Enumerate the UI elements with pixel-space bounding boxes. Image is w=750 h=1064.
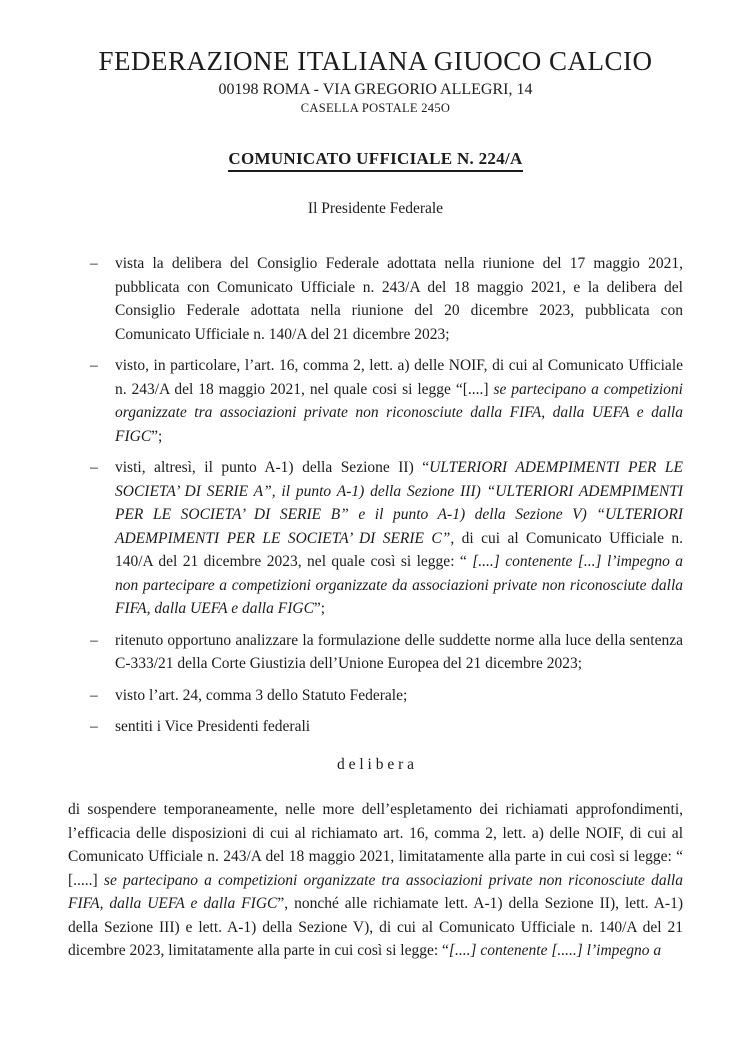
bullet-item	[68, 456, 683, 621]
bullet-dash-marker: –	[90, 718, 98, 735]
document-subtitle: Il Presidente Federale	[307, 200, 444, 217]
bullet-text	[115, 456, 683, 621]
bullet-item	[68, 684, 683, 708]
bullet-item	[68, 354, 683, 448]
bullet-item	[68, 629, 683, 676]
bullet-item	[68, 252, 683, 346]
bullet-dash-marker: –	[90, 631, 98, 649]
body-text: ritenuto opportuno analizzare la formulazione delle suddette norme alla luce della sentenza C-333/21 della Corte Giustizia dell’Unione Europea del 21 dicembre 2023;	[115, 631, 683, 672]
quoted-italic-text: se partecipano a competizioni organizzate tra associazioni private non riconosciute dalla FIFA, dalla UEFA e dalla FIGC	[68, 871, 683, 912]
body-text: ”;	[313, 600, 326, 617]
body-text: di sospendere temporaneamente, nelle more dell’espletamento dei richiamati approfondimenti, l’efficacia delle disposizioni di cui al richiamato art. 16, comma 2, lett. a) delle NOIF, di cui al Comunicato Ufficiale n. 243/A del 18 maggio 2021, limitatamente alla parte in cui così si legge: “ [.....]	[68, 801, 683, 889]
body-text: visto l’art. 24, comma 3 dello Statuto Federale;	[115, 686, 408, 704]
bullet-text	[115, 354, 683, 448]
bullet-item	[68, 715, 683, 739]
organization-name: FEDERAZIONE ITALIANA GIUOCO CALCIO	[98, 46, 653, 76]
bullet-list	[68, 252, 683, 739]
letterhead	[68, 46, 683, 116]
bullet-text	[115, 252, 683, 346]
document-title: COMUNICATO UFFICIALE N. 224/A	[228, 149, 522, 172]
bullet-text	[115, 684, 683, 708]
body-text: visti, altresì, il punto A-1) della Sezione II) “	[115, 459, 430, 476]
body-text: ”;	[151, 427, 163, 445]
body-text: visto, in particolare, l’art. 16, comma 2, lett. a) delle NOIF, di cui al Comunicato Ufficiale n. 243/A del 18 maggio 2021, nel quale cosi si legge “[....]	[115, 357, 683, 398]
bullet-dash-marker: –	[90, 255, 98, 272]
bullet-dash-marker: –	[90, 459, 98, 476]
bullet-dash-marker: –	[90, 686, 98, 704]
quoted-italic-text: [....] contenente [.....] l’impegno a	[448, 942, 662, 959]
body-text: , di cui al Comunicato Ufficiale n. 140/A del 21 dicembre 2023, nel quale così si legge: “	[115, 529, 683, 570]
organization-address: 00198 ROMA - VIA GREGORIO ALLEGRI, 14	[218, 81, 533, 98]
closing-paragraph	[68, 798, 683, 963]
bullet-dash-marker: –	[90, 357, 98, 374]
bullet-text	[115, 629, 683, 676]
body-text: ”, nonché alle richiamate lett. A-1) della Sezione II), lett. A-1) della Sezione III) e lett. A-1) della Sezione V), di cui al Comunicato Ufficiale n. 140/A del 21 dicembre 2023, limitatamente alla parte in cui così si legge: “	[68, 895, 684, 959]
document-title-row	[68, 149, 683, 172]
body-text: vista la delibera del Consiglio Federale adottata nella riunione del 17 maggio 2021, pubblicata con Comunicato Ufficiale n. 243/A del 18 maggio 2021, e la delibera del Consiglio Federale adottata nella riunione del 20 dicembre 2023, pubblicata con Comunicato Ufficiale n. 140/A del 21 dicembre 2023;	[115, 255, 683, 343]
quoted-italic-text: ULTERIORI ADEMPIMENTI PER LE SOCIETA’ DI SERIE A”, il punto A-1) della Sezione III) “ULTERIORI ADEMPIMENTI PER LE SOCIETA’ DI SERIE B” e il punto A-1) della Sezione V) “ULTERIORI ADEMPIMENTI PER LE SOCIETA’ DI SERIE C”	[115, 459, 683, 547]
body-text: sentiti i Vice Presidenti federali	[115, 718, 311, 735]
quoted-italic-text: se partecipano a competizioni organizzate tra associazioni private non riconosciute dalla FIFA, dalla UEFA e dalla FIGC	[115, 380, 683, 445]
bullet-text	[115, 715, 683, 739]
decision-word: d e l i b e r a	[336, 755, 415, 773]
organization-postal-box: CASELLA POSTALE 245O	[300, 101, 451, 115]
quoted-italic-text: [....] contenente [...] l’impegno a non partecipare a competizioni organizzate da associazioni private non riconosciute dalla FIFA, dalla UEFA e dalla FIGC	[115, 553, 684, 617]
